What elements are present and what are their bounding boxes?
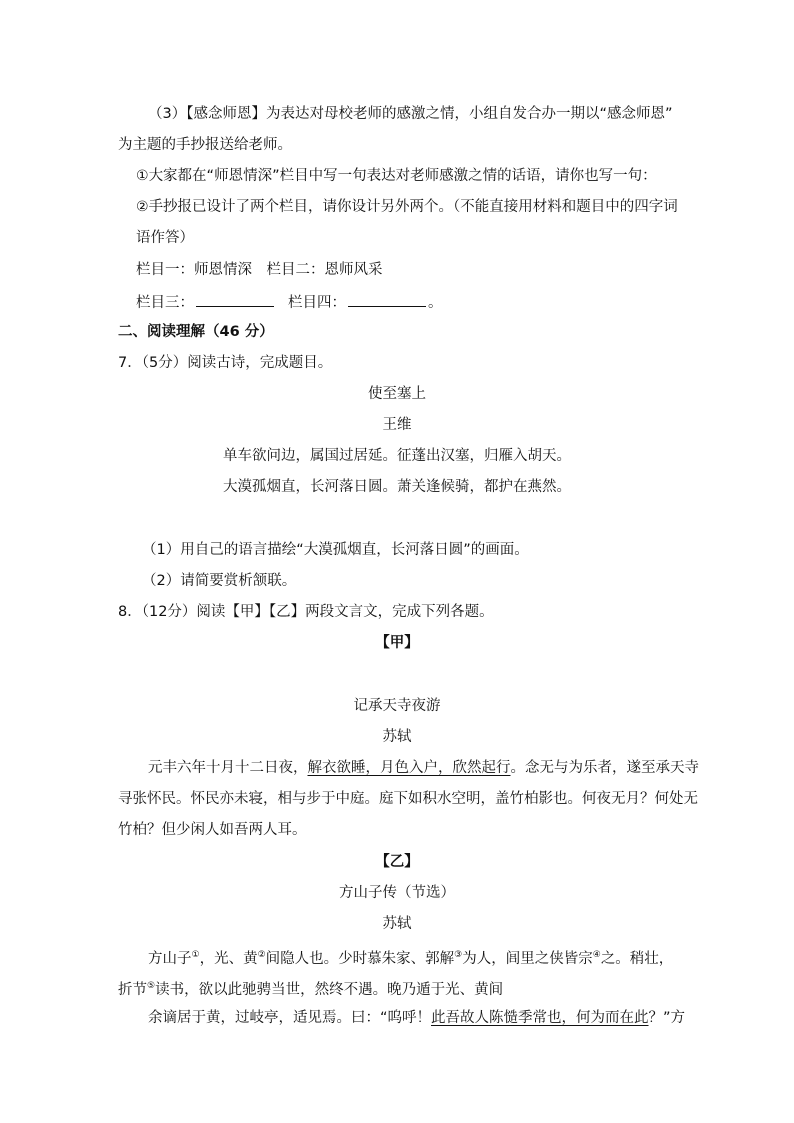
yi-text: 读书，欲以此驰骋当世，然终不遇。晚乃遁于光、黄间 [155,981,504,998]
poem-line-2: 大漠孤烟直，长河落日圆。萧关逢候骑，都护在燕然。 [223,479,571,495]
section-heading: 二、阅读理解（46 分） [118,324,274,340]
jia-paragraph-line3: 竹柏？但少闲人如吾两人耳。 [118,822,307,838]
col4-label: 栏目四： [288,295,346,311]
yi-paragraph-line1 [148,945,673,969]
sub2-marker: ② [136,199,149,215]
q6-3-sub2 [136,197,678,217]
end-mark: 。 [428,295,443,311]
sub1-text: 大家都在“师恩情深”栏目中写一句表达对老师感激之情的话语，请你也写一句： [148,168,657,184]
yi-paragraph-line2 [118,976,503,1000]
yi-label: 【乙】 [375,854,419,870]
footnote-1-marker: ① [191,950,200,960]
columns-line: 栏目一：师恩情深 栏目二：恩师风采 [136,262,383,278]
q8-prompt: 8．（12分）阅读【甲】【乙】两段文言文，完成下列各题。 [118,604,494,620]
q7-sub1: （1）用自己的语言描绘“大漠孤烟直，长河落日圆”的画面。 [142,542,529,558]
q7-sub2: （2）请简要赏析颔联。 [142,573,297,589]
yi-underlined-sentence: 此吾故人陈慥季常也，何为而在此 [431,1010,649,1026]
q6-3-line1: （3）【感念师恩】为表达对母校老师的感激之情，小组自发合办一期以“感念师恩” [148,106,673,122]
sub2-text: 手抄报已设计了两个栏目，请你设计另外两个。（不能直接用材料和题目中的四字词 [148,199,678,215]
yi-title: 方山子传（节选） [339,885,455,901]
sub1-marker: ① [136,168,149,184]
jia-text: 元丰六年十月十二日夜， [148,760,308,776]
yi-text: 方山子 [148,950,192,967]
yi-text: 折节 [118,981,147,998]
footnote-4-marker: ④ [592,950,601,960]
q6-3-sub1 [136,166,657,186]
col4-blank[interactable] [348,291,426,307]
yi-paragraph-line3 [148,1008,685,1028]
jia-title: 记承天寺夜游 [353,698,441,714]
yi-text: ，光、黄 [199,950,258,967]
jia-text: 。念无与为乐者，遂至承天寺 [510,760,699,776]
jia-author: 苏轼 [382,729,412,745]
footnote-2-marker: ② [257,950,266,960]
q7-prompt: 7．（5分）阅读古诗，完成题目。 [118,355,333,371]
yi-text: 余谪居于黄，过岐亭，适见焉。曰：“呜呼！ [148,1010,432,1026]
jia-paragraph-line2: 寻张怀民。怀民亦未寝，相与步于中庭。庭下如积水空明，盖竹柏影也。何夜无月？何处无 [118,791,698,807]
yi-text: 间隐人也。少时慕朱家、郭解 [265,950,455,967]
jia-label: 【甲】 [375,635,419,651]
yi-text: 为人，闾里之侠皆宗 [462,950,593,967]
jia-underlined-sentence: 解衣欲睡，月色入户，欣然起行 [307,760,511,776]
col3-blank[interactable] [196,291,274,307]
q6-3-sub2-continued: 语作答） [136,230,194,246]
columns-blank-line [136,291,443,313]
q6-3-line2: 为主题的手抄报送给老师。 [118,137,292,153]
yi-author: 苏轼 [382,916,412,932]
yi-text: 之。稍壮， [600,950,674,967]
footnote-3-marker: ③ [454,950,463,960]
footnote-5-marker: ⑤ [147,981,156,991]
jia-paragraph-line1 [148,758,699,778]
col3-label: 栏目三： [136,295,194,311]
poem-author: 王维 [382,417,412,433]
poem-title: 使至塞上 [368,386,426,402]
yi-text: ？”方 [648,1010,686,1026]
poem-line-1: 单车欲问边，属国过居延。征蓬出汉塞，归雁入胡天。 [223,448,571,464]
